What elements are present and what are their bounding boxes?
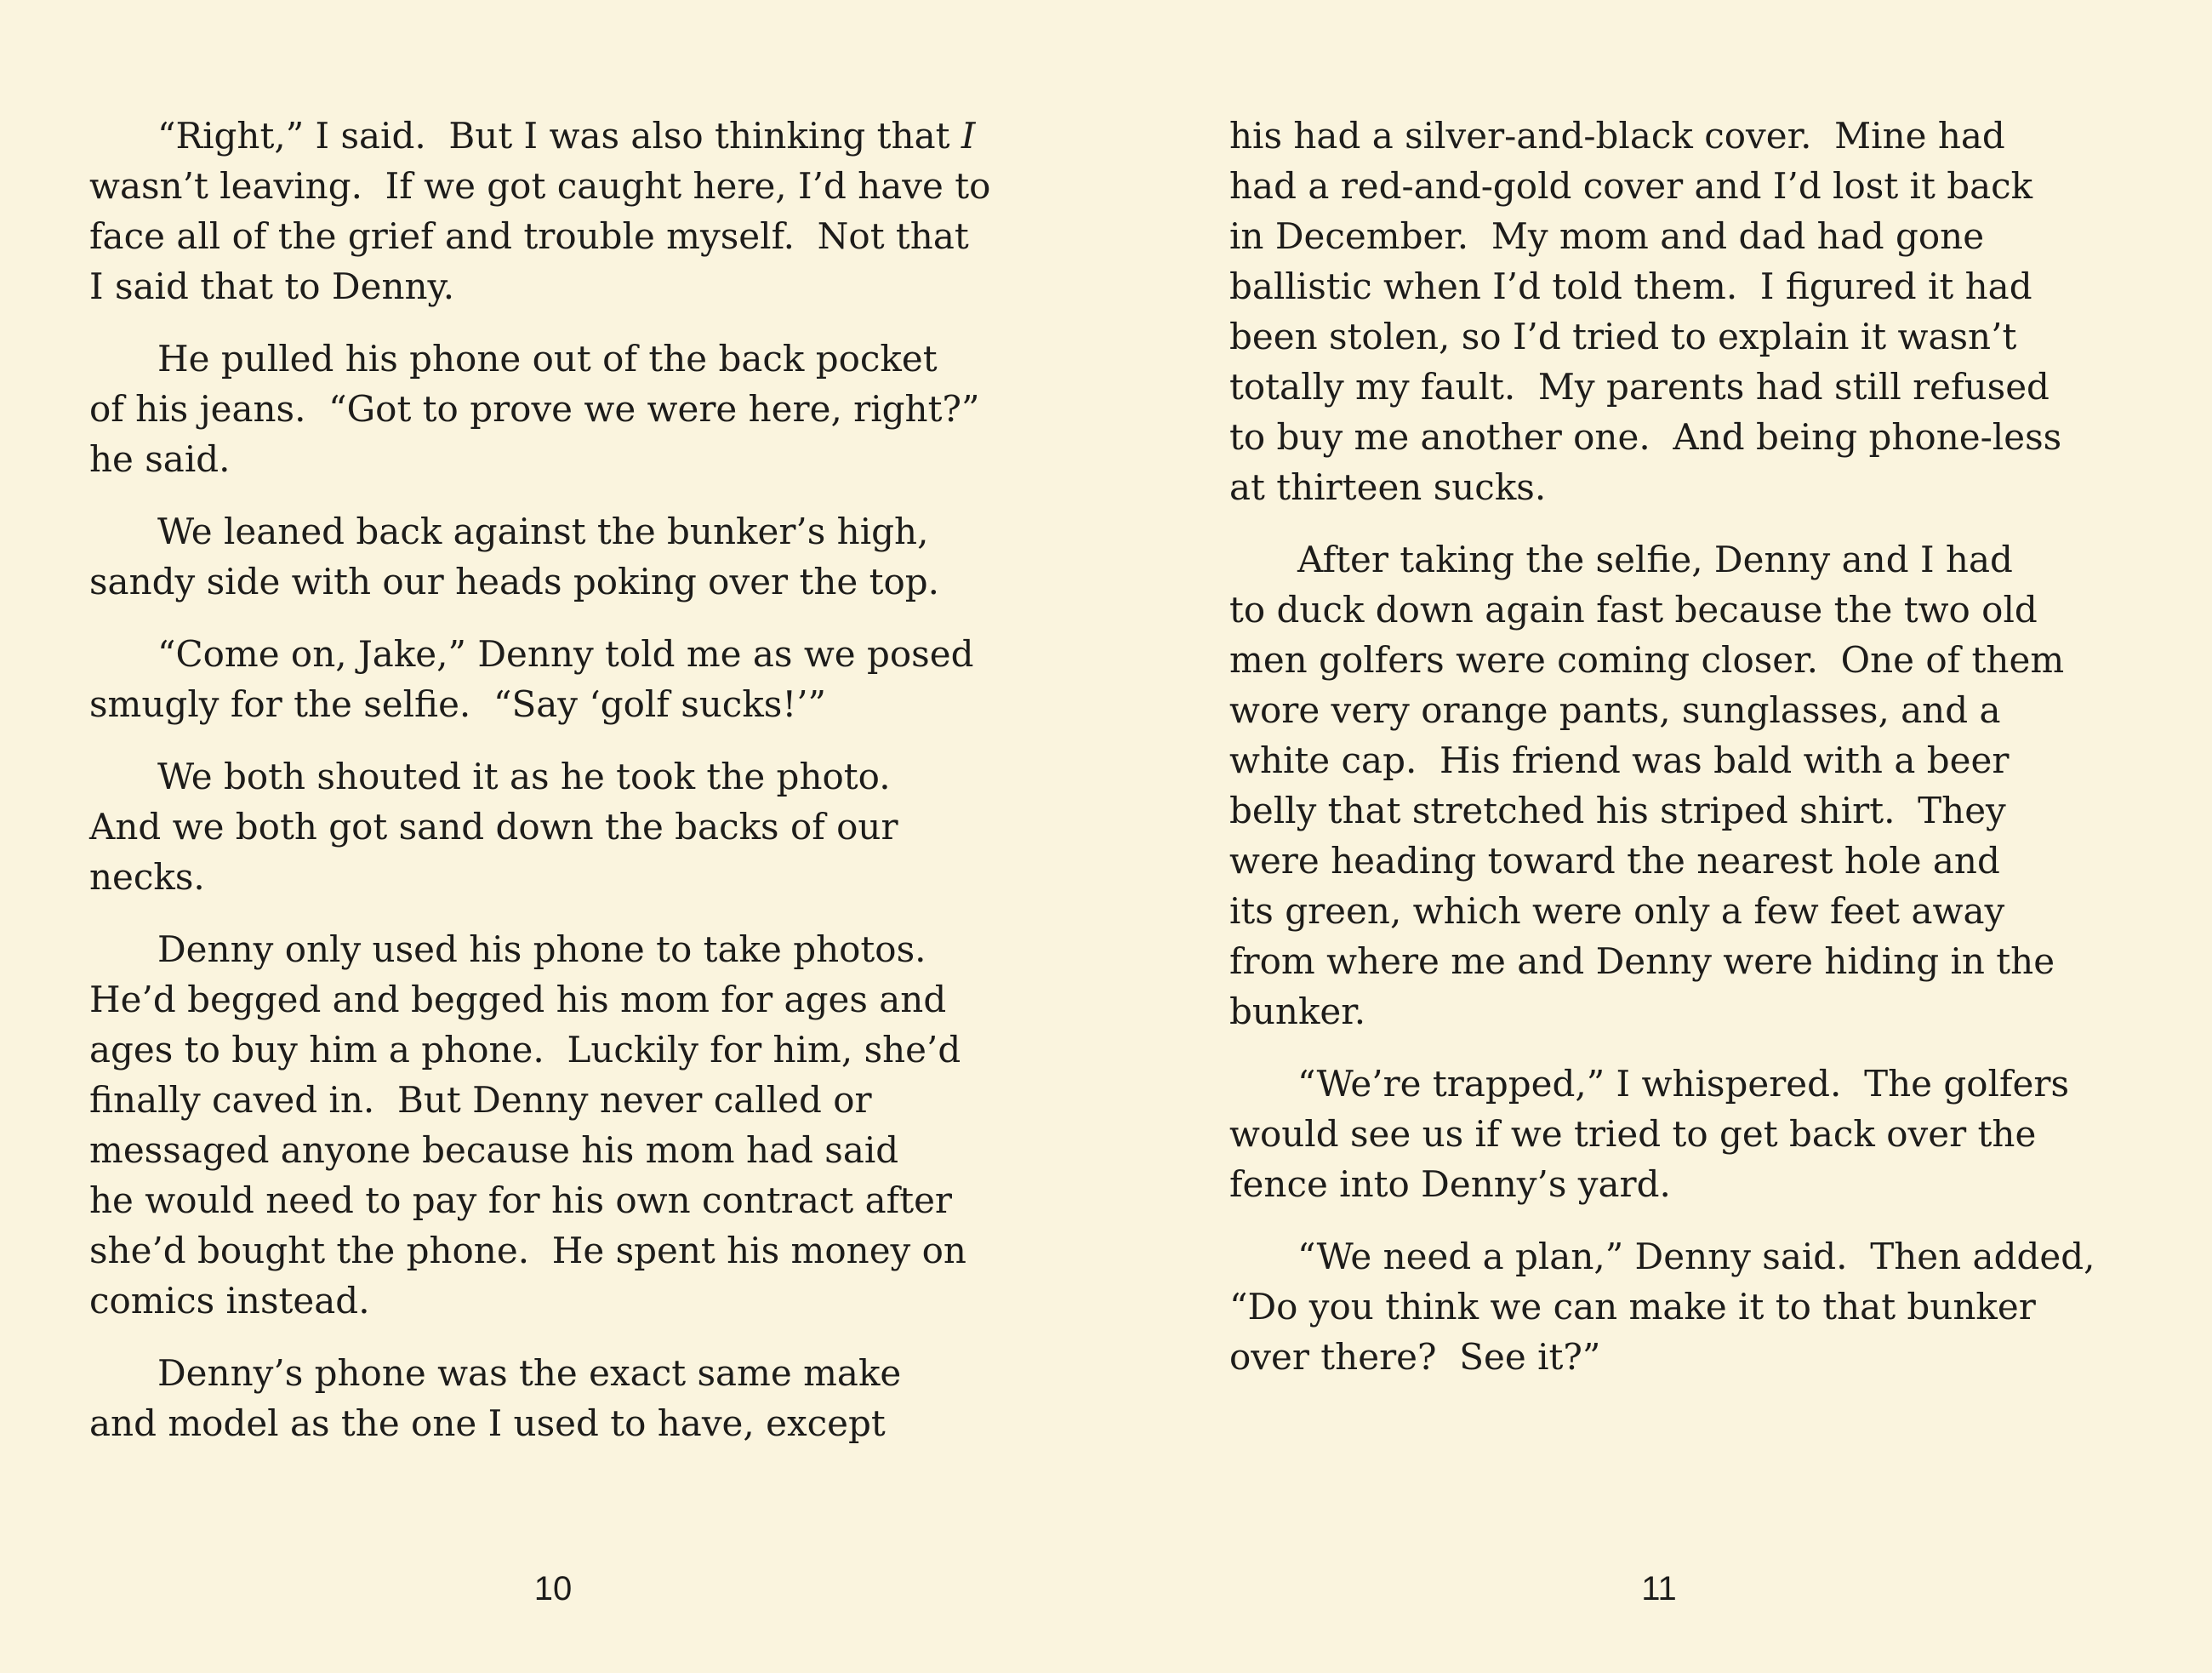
text-line: his had a silver-and-black cover. Mine had	[1229, 115, 2005, 157]
text-line: white cap. His friend was bald with a beer	[1229, 739, 2010, 781]
text-line: face all of the grief and trouble myself. Not that	[89, 215, 969, 257]
italic-text: I	[961, 115, 976, 157]
paragraph	[89, 111, 1025, 311]
text-line: After taking the selfie, Denny and I had	[1297, 539, 2013, 580]
paragraph	[89, 506, 1025, 607]
text-line: from where me and Denny were hiding in the	[1229, 940, 2055, 982]
text-line: at thirteen sucks.	[1229, 466, 1547, 508]
text-line: belly that stretched his striped shirt. They	[1229, 790, 2006, 831]
text-line: ages to buy him a phone. Luckily for him, she’d	[89, 1029, 961, 1071]
text-line: wasn’t leaving. If we got caught here, I’d have to	[89, 165, 991, 207]
paragraph	[1229, 111, 2165, 512]
paragraph	[1229, 1059, 2165, 1209]
text-line: Denny’s phone was the exact same make	[157, 1352, 902, 1394]
text-line: its green, which were only a few feet away	[1229, 890, 2005, 932]
text-line: I said that to Denny.	[89, 266, 455, 307]
text-line: were heading toward the nearest hole and	[1229, 840, 2000, 882]
page-number-right: 11	[1641, 1570, 1677, 1607]
text-line: “Come on, Jake,” Denny told me as we posed	[157, 633, 974, 675]
paragraph	[1229, 1231, 2165, 1382]
text-line: had a red-and-gold cover and I’d lost it back	[1229, 165, 2033, 207]
text-line: fence into Denny’s yard.	[1229, 1163, 1671, 1205]
text-line: to duck down again fast because the two old	[1229, 589, 2038, 631]
text-line: comics instead.	[89, 1280, 370, 1322]
text-line: “Do you think we can make it to that bunker	[1229, 1286, 2036, 1328]
text-line: over there? See it?”	[1229, 1336, 1601, 1378]
text-line: And we both got sand down the backs of our	[89, 806, 898, 848]
text-line: Denny only used his phone to take photos.	[157, 928, 926, 970]
text-line: “Right,” I said. But I was also thinking that I	[157, 115, 976, 157]
paragraph	[89, 629, 1025, 729]
text-line: finally caved in. But Denny never called or	[89, 1079, 872, 1121]
text-line: sandy side with our heads poking over the top.	[89, 561, 940, 602]
text-line: bunker.	[1229, 991, 1366, 1032]
text-line: messaged anyone because his mom had said	[89, 1129, 899, 1171]
page-number-left: 10	[533, 1570, 573, 1607]
page-right-text	[1229, 111, 2165, 1404]
text-line: wore very orange pants, sunglasses, and a	[1229, 689, 2001, 731]
text-line: he said.	[89, 438, 231, 480]
text-line: and model as the one I used to have, except	[89, 1402, 886, 1444]
paragraph	[1229, 534, 2165, 1036]
text-line: smugly for the selfie. “Say ‘golf sucks!’”	[89, 683, 827, 725]
text-line: “We’re trapped,” I whispered. The golfers	[1297, 1063, 2069, 1105]
page-left-text	[89, 111, 1025, 1470]
text-line: “We need a plan,” Denny said. Then added,	[1297, 1236, 2095, 1277]
text-line: We both shouted it as he took the photo.	[157, 756, 891, 797]
text-line: of his jeans. “Got to prove we were here, right?”	[89, 388, 980, 430]
page-right	[1106, 0, 2212, 1673]
paragraph	[89, 751, 1025, 902]
paragraph	[89, 334, 1025, 484]
paragraph	[89, 924, 1025, 1326]
text-line: men golfers were coming closer. One of them	[1229, 639, 2065, 681]
text-line: totally my fault. My parents had still refused	[1229, 366, 2050, 408]
paragraph	[89, 1348, 1025, 1448]
text-line: he would need to pay for his own contract after	[89, 1179, 953, 1221]
text-line: she’d bought the phone. He spent his money on	[89, 1230, 966, 1271]
text-line: We leaned back against the bunker’s high,	[157, 511, 929, 552]
text-line: been stolen, so I’d tried to explain it wasn’t	[1229, 316, 2017, 357]
text-line: to buy me another one. And being phone-less	[1229, 416, 2062, 458]
text-line: He’d begged and begged his mom for ages and	[89, 979, 947, 1020]
text-line: in December. My mom and dad had gone	[1229, 215, 1985, 257]
text-line: ballistic when I’d told them. I figured it had	[1229, 266, 2032, 307]
text-line: He pulled his phone out of the back pocket	[157, 338, 938, 380]
text-line: necks.	[89, 856, 205, 898]
text-line: would see us if we tried to get back over the	[1229, 1113, 2037, 1155]
